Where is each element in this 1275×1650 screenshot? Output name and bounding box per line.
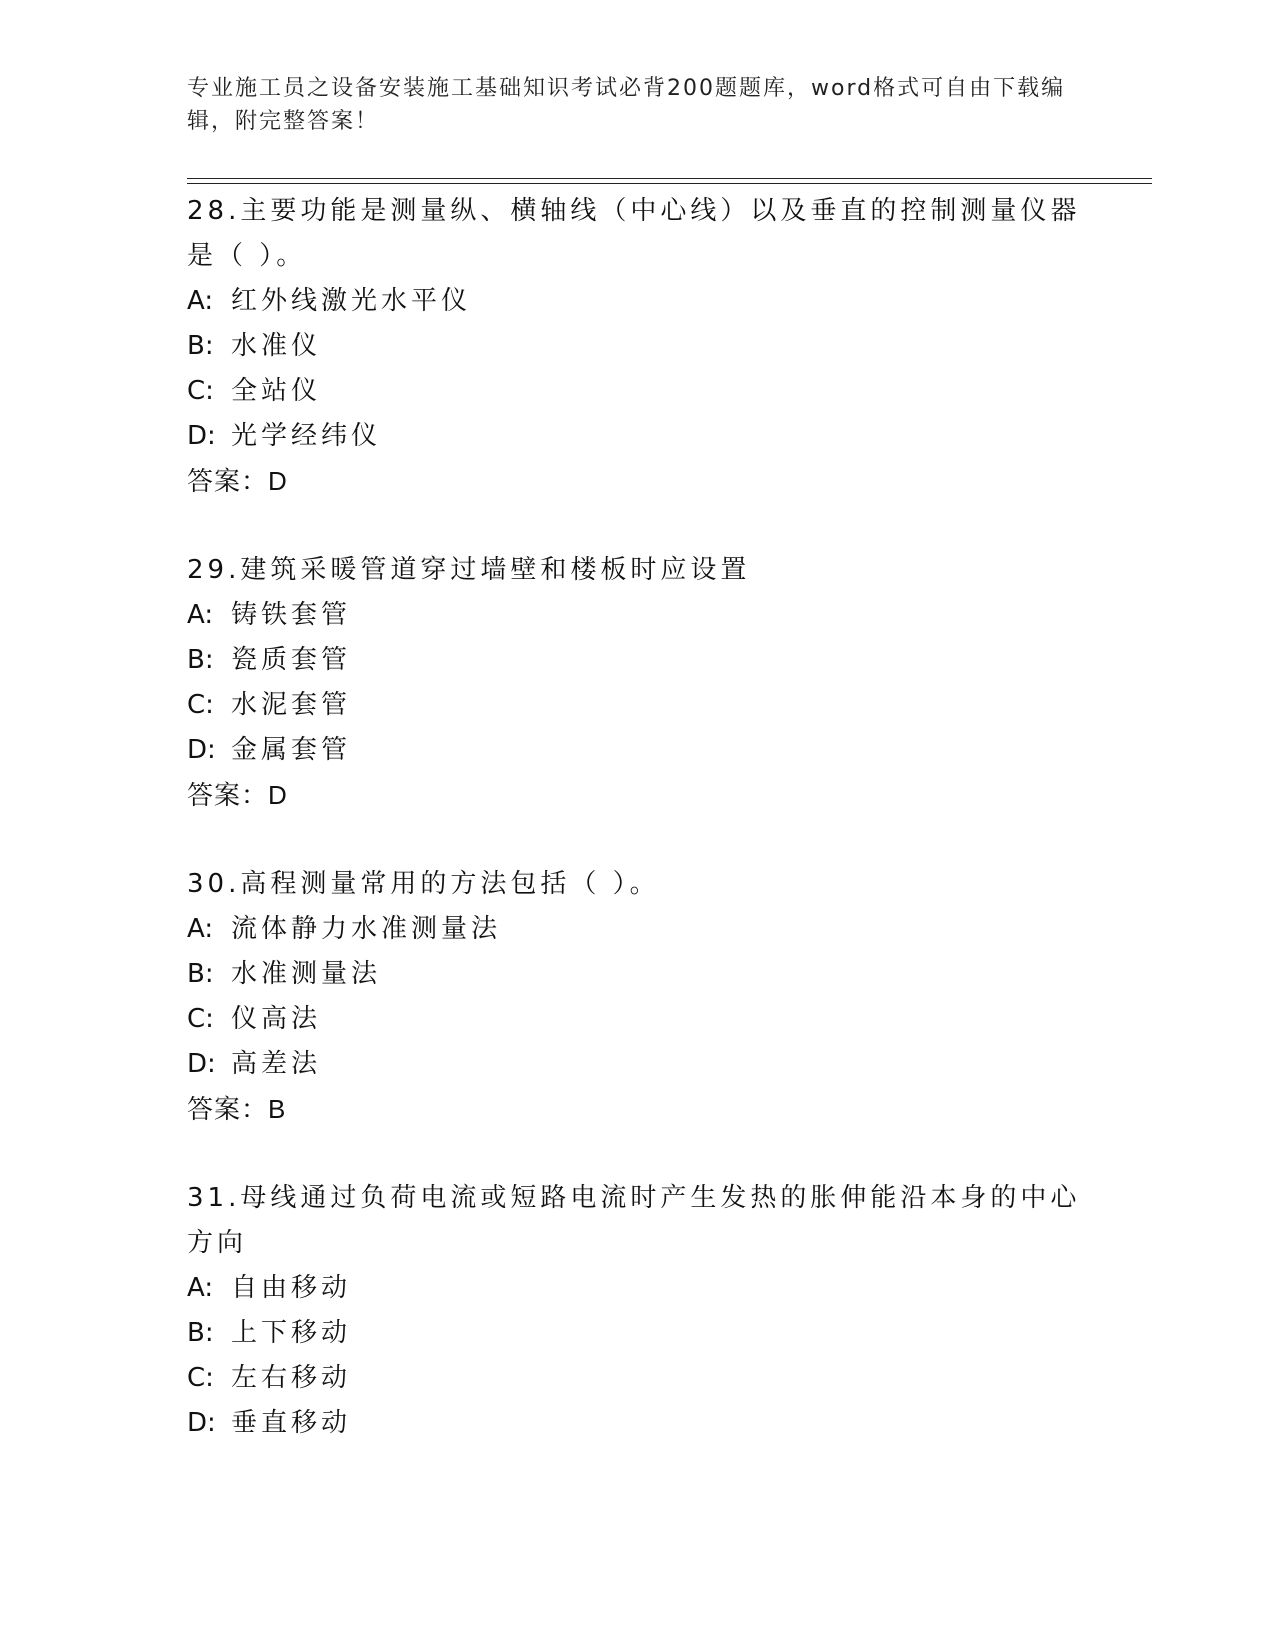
- option-d: [187, 1401, 1087, 1446]
- option-text: 自由移动: [231, 1273, 352, 1303]
- option-text: 全站仪: [231, 376, 322, 406]
- option-text: 红外线激光水平仪: [231, 286, 472, 316]
- option-letter: B:: [187, 331, 214, 361]
- question-list: [187, 189, 1087, 1490]
- option-text: 左右移动: [231, 1363, 352, 1393]
- option-letter: C:: [187, 376, 214, 406]
- question-31: [187, 1176, 1087, 1446]
- option-letter: A:: [187, 286, 214, 316]
- option-a: [187, 907, 1087, 952]
- option-text: 铸铁套管: [231, 600, 352, 630]
- option-c: [187, 997, 1087, 1042]
- option-text: 金属套管: [231, 735, 352, 765]
- option-text: 流体静力水准测量法: [231, 914, 502, 944]
- option-text: 仪高法: [231, 1004, 322, 1034]
- question-29: [187, 548, 1087, 818]
- option-text: 水准测量法: [231, 959, 382, 989]
- answer-line: 答案：D: [187, 466, 288, 496]
- option-letter: D:: [187, 1049, 216, 1079]
- option-d: [187, 728, 1087, 773]
- option-letter: D:: [187, 735, 216, 765]
- option-letter: C:: [187, 1004, 214, 1034]
- option-a: [187, 593, 1087, 638]
- option-text: 上下移动: [231, 1318, 352, 1348]
- option-letter: B:: [187, 645, 214, 675]
- option-c: [187, 369, 1087, 414]
- answer-line: 答案：B: [187, 1094, 287, 1124]
- option-letter: C:: [187, 1363, 214, 1393]
- option-b: [187, 952, 1087, 997]
- option-d: [187, 414, 1087, 459]
- option-text: 高差法: [231, 1049, 322, 1079]
- option-text: 垂直移动: [231, 1408, 352, 1438]
- question-28: [187, 189, 1087, 504]
- option-text: 光学经纬仪: [231, 421, 382, 451]
- header-divider-bottom: [187, 183, 1152, 184]
- question-title: 28.主要功能是测量纵、横轴线（中心线）以及垂直的控制测量仪器是（ ）。: [187, 196, 1081, 271]
- option-c: [187, 683, 1087, 728]
- question-30: [187, 862, 1087, 1132]
- option-text: 水准仪: [231, 331, 322, 361]
- option-text: 瓷质套管: [231, 645, 352, 675]
- option-letter: A:: [187, 1273, 214, 1303]
- option-letter: C:: [187, 690, 214, 720]
- option-letter: B:: [187, 1318, 214, 1348]
- question-title: 30.高程测量常用的方法包括（ ）。: [187, 869, 660, 899]
- answer-line: 答案：D: [187, 780, 288, 810]
- option-d: [187, 1042, 1087, 1087]
- document-header: 专业施工员之设备安装施工基础知识考试必背200题题库，word格式可自由下载编辑，附完整答案！: [187, 76, 1066, 134]
- option-letter: B:: [187, 959, 214, 989]
- option-a: [187, 279, 1087, 324]
- header-divider-top: [187, 178, 1152, 179]
- option-c: [187, 1356, 1087, 1401]
- option-b: [187, 1311, 1087, 1356]
- option-letter: D:: [187, 421, 216, 451]
- question-title: 31.母线通过负荷电流或短路电流时产生发热的胀伸能沿本身的中心方向: [187, 1183, 1081, 1258]
- option-letter: A:: [187, 914, 214, 944]
- option-letter: A:: [187, 600, 214, 630]
- option-letter: D:: [187, 1408, 216, 1438]
- option-text: 水泥套管: [231, 690, 352, 720]
- option-b: [187, 638, 1087, 683]
- option-b: [187, 324, 1087, 369]
- option-a: [187, 1266, 1087, 1311]
- question-title: 29.建筑采暖管道穿过墙壁和楼板时应设置: [187, 555, 751, 585]
